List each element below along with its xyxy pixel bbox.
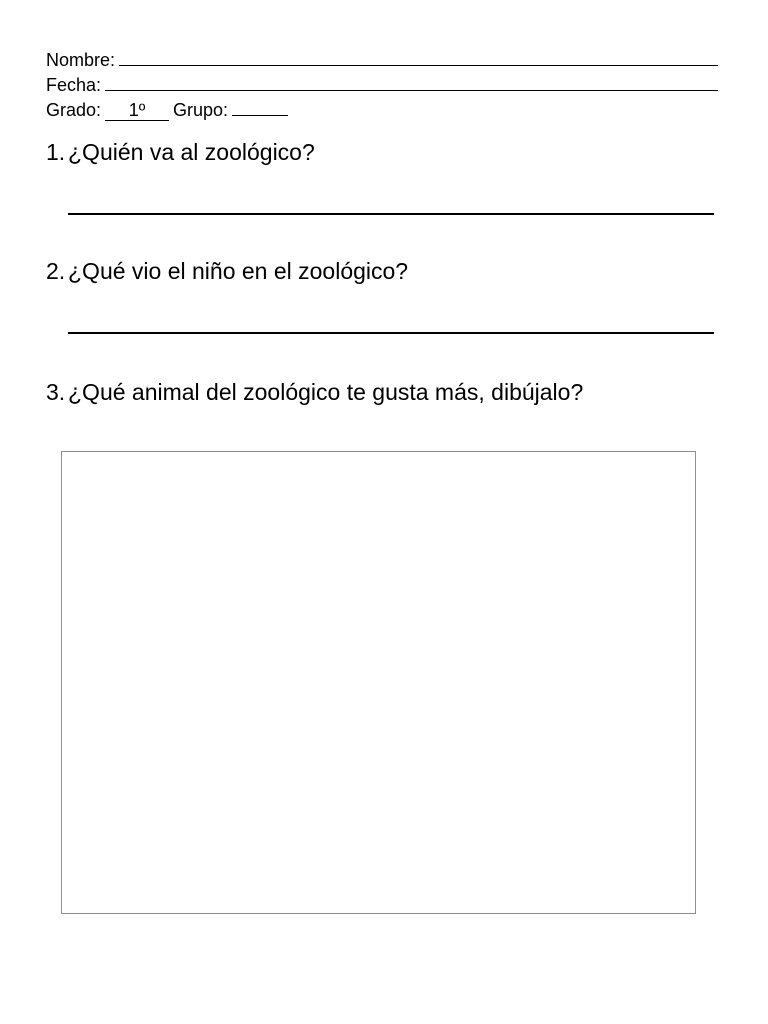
nombre-row (46, 48, 718, 73)
nombre-field[interactable] (119, 48, 718, 66)
answer-line-1[interactable] (68, 213, 714, 215)
drawing-box[interactable] (61, 451, 696, 914)
grado-field[interactable]: 1º (105, 100, 169, 121)
question-2 (46, 256, 408, 286)
question-2-number: 2. (46, 258, 66, 284)
grupo-field[interactable] (232, 98, 288, 116)
question-3-text: ¿Qué animal del zoológico te gusta más, dibújalo? (68, 379, 584, 405)
question-2-text: ¿Qué vio el niño en el zoológico? (68, 258, 409, 284)
grupo-label: Grupo: (173, 100, 229, 120)
grado-grupo-row (46, 98, 718, 123)
grado-label: Grado: (46, 100, 102, 120)
question-3 (46, 377, 583, 407)
fecha-label: Fecha: (46, 75, 102, 95)
question-1-number: 1. (46, 139, 66, 165)
answer-line-2[interactable] (68, 332, 714, 334)
question-1-text: ¿Quién va al zoológico? (68, 139, 315, 165)
student-info-header (46, 48, 718, 123)
fecha-field[interactable] (105, 73, 718, 91)
question-3-number: 3. (46, 379, 66, 405)
question-1 (46, 137, 315, 167)
nombre-label: Nombre: (46, 50, 116, 70)
fecha-row (46, 73, 718, 98)
